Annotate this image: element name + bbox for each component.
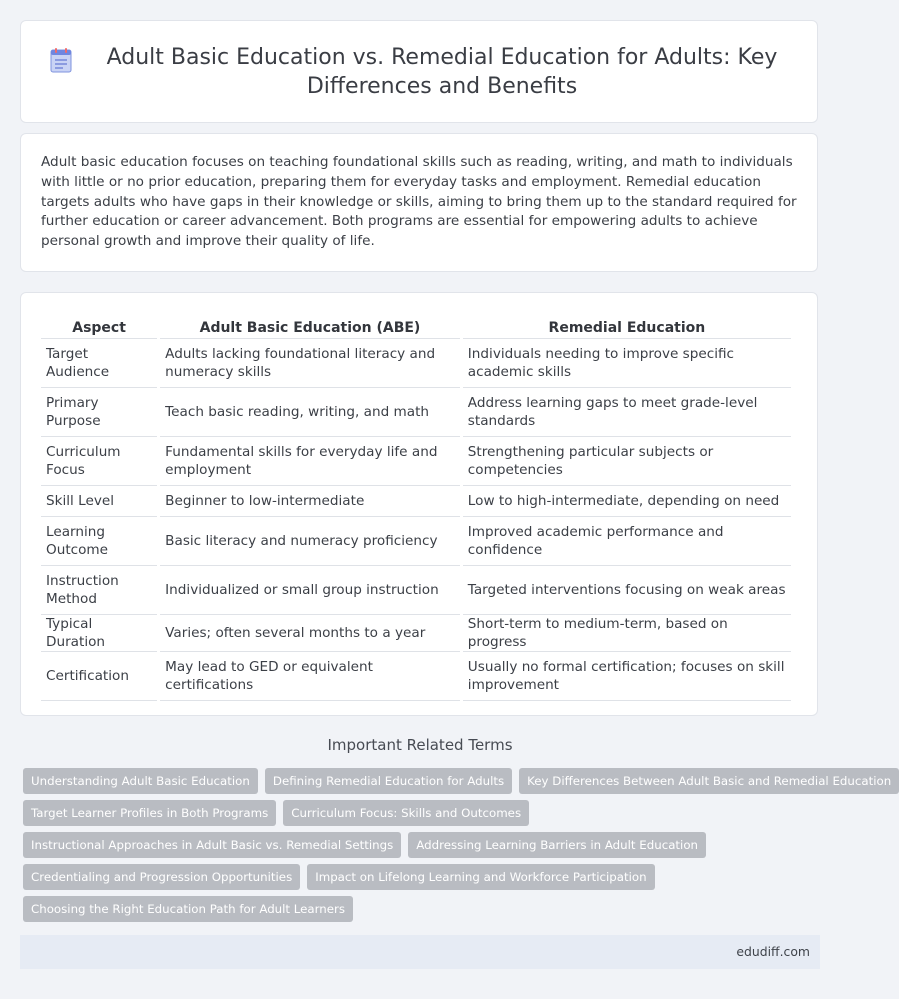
- cell-remedial: Targeted interventions focusing on weak areas: [463, 566, 791, 615]
- cell-aspect: Curriculum Focus: [41, 437, 157, 486]
- tag-row: [23, 864, 823, 890]
- comparison-table: [38, 310, 794, 701]
- table-row: [41, 652, 791, 701]
- cell-abe: Teach basic reading, writing, and math: [160, 388, 460, 437]
- cell-aspect: Typical Duration: [41, 615, 157, 652]
- table-row: [41, 615, 791, 652]
- table-row: [41, 388, 791, 437]
- table-header-row: [41, 310, 791, 339]
- related-term-tag[interactable]: Impact on Lifelong Learning and Workforce Participation: [307, 864, 654, 890]
- cell-remedial: Improved academic performance and confidence: [463, 517, 791, 566]
- related-term-tag[interactable]: Addressing Learning Barriers in Adult Education: [408, 832, 706, 858]
- cell-remedial: Short-term to medium-term, based on progress: [463, 615, 791, 652]
- document-icon: [49, 47, 73, 73]
- table-row: [41, 339, 791, 388]
- cell-remedial: Individuals needing to improve specific academic skills: [463, 339, 791, 388]
- tag-row: [23, 800, 823, 826]
- cell-remedial: Address learning gaps to meet grade-level standards: [463, 388, 791, 437]
- header-aspect: Aspect: [41, 310, 157, 339]
- cell-abe: Adults lacking foundational literacy and numeracy skills: [160, 339, 460, 388]
- header-abe: Adult Basic Education (ABE): [160, 310, 460, 339]
- related-terms-heading: Important Related Terms: [327, 736, 513, 754]
- footer: [20, 935, 820, 969]
- header-remedial: Remedial Education: [463, 310, 791, 339]
- related-term-tag[interactable]: Target Learner Profiles in Both Programs: [23, 800, 276, 826]
- cell-aspect: Primary Purpose: [41, 388, 157, 437]
- tag-row: [23, 896, 823, 922]
- table-row: [41, 566, 791, 615]
- cell-abe: Basic literacy and numeracy proficiency: [160, 517, 460, 566]
- title-wrap: [49, 43, 789, 101]
- cell-aspect: Skill Level: [41, 486, 157, 517]
- tag-row: [23, 832, 823, 858]
- cell-abe: May lead to GED or equivalent certifications: [160, 652, 460, 701]
- cell-abe: Individualized or small group instruction: [160, 566, 460, 615]
- cell-aspect: Target Audience: [41, 339, 157, 388]
- related-term-tag[interactable]: Instructional Approaches in Adult Basic vs. Remedial Settings: [23, 832, 401, 858]
- related-term-tag[interactable]: Key Differences Between Adult Basic and Remedial Education: [519, 768, 899, 794]
- cell-remedial: Usually no formal certification; focuses on skill improvement: [463, 652, 791, 701]
- title-card: [20, 20, 818, 123]
- page-title: Adult Basic Education vs. Remedial Education for Adults: Key Differences and Benefits: [106, 44, 778, 99]
- comparison-table-card: [20, 292, 818, 716]
- cell-remedial: Strengthening particular subjects or competencies: [463, 437, 791, 486]
- cell-aspect: Certification: [41, 652, 157, 701]
- cell-abe: Fundamental skills for everyday life and employment: [160, 437, 460, 486]
- summary-card: [20, 133, 818, 272]
- related-term-tag[interactable]: Credentialing and Progression Opportunities: [23, 864, 300, 890]
- cell-abe: Varies; often several months to a year: [160, 615, 460, 652]
- footer-site-link[interactable]: edudiff.com: [736, 944, 810, 959]
- related-terms-list: [23, 768, 892, 928]
- cell-remedial: Low to high-intermediate, depending on need: [463, 486, 791, 517]
- table-row: [41, 517, 791, 566]
- cell-abe: Beginner to low-intermediate: [160, 486, 460, 517]
- summary-text: Adult basic education focuses on teaching foundational skills such as reading, writing, and math to individuals with little or no prior education, preparing them for everyday tasks and employment. Remedial education targets adults who have gaps in their knowledge or skills, aiming to bring them up to the standard required for further education or career advancement. Both programs are essential for empowering adults to achieve personal growth and improve their quality of life.: [41, 154, 797, 250]
- tag-row: [23, 768, 892, 794]
- related-term-tag[interactable]: Choosing the Right Education Path for Adult Learners: [23, 896, 353, 922]
- cell-aspect: Instruction Method: [41, 566, 157, 615]
- related-term-tag[interactable]: Curriculum Focus: Skills and Outcomes: [283, 800, 529, 826]
- related-term-tag[interactable]: Understanding Adult Basic Education: [23, 768, 258, 794]
- table-row: [41, 437, 791, 486]
- related-term-tag[interactable]: Defining Remedial Education for Adults: [265, 768, 512, 794]
- table-row: [41, 486, 791, 517]
- cell-aspect: Learning Outcome: [41, 517, 157, 566]
